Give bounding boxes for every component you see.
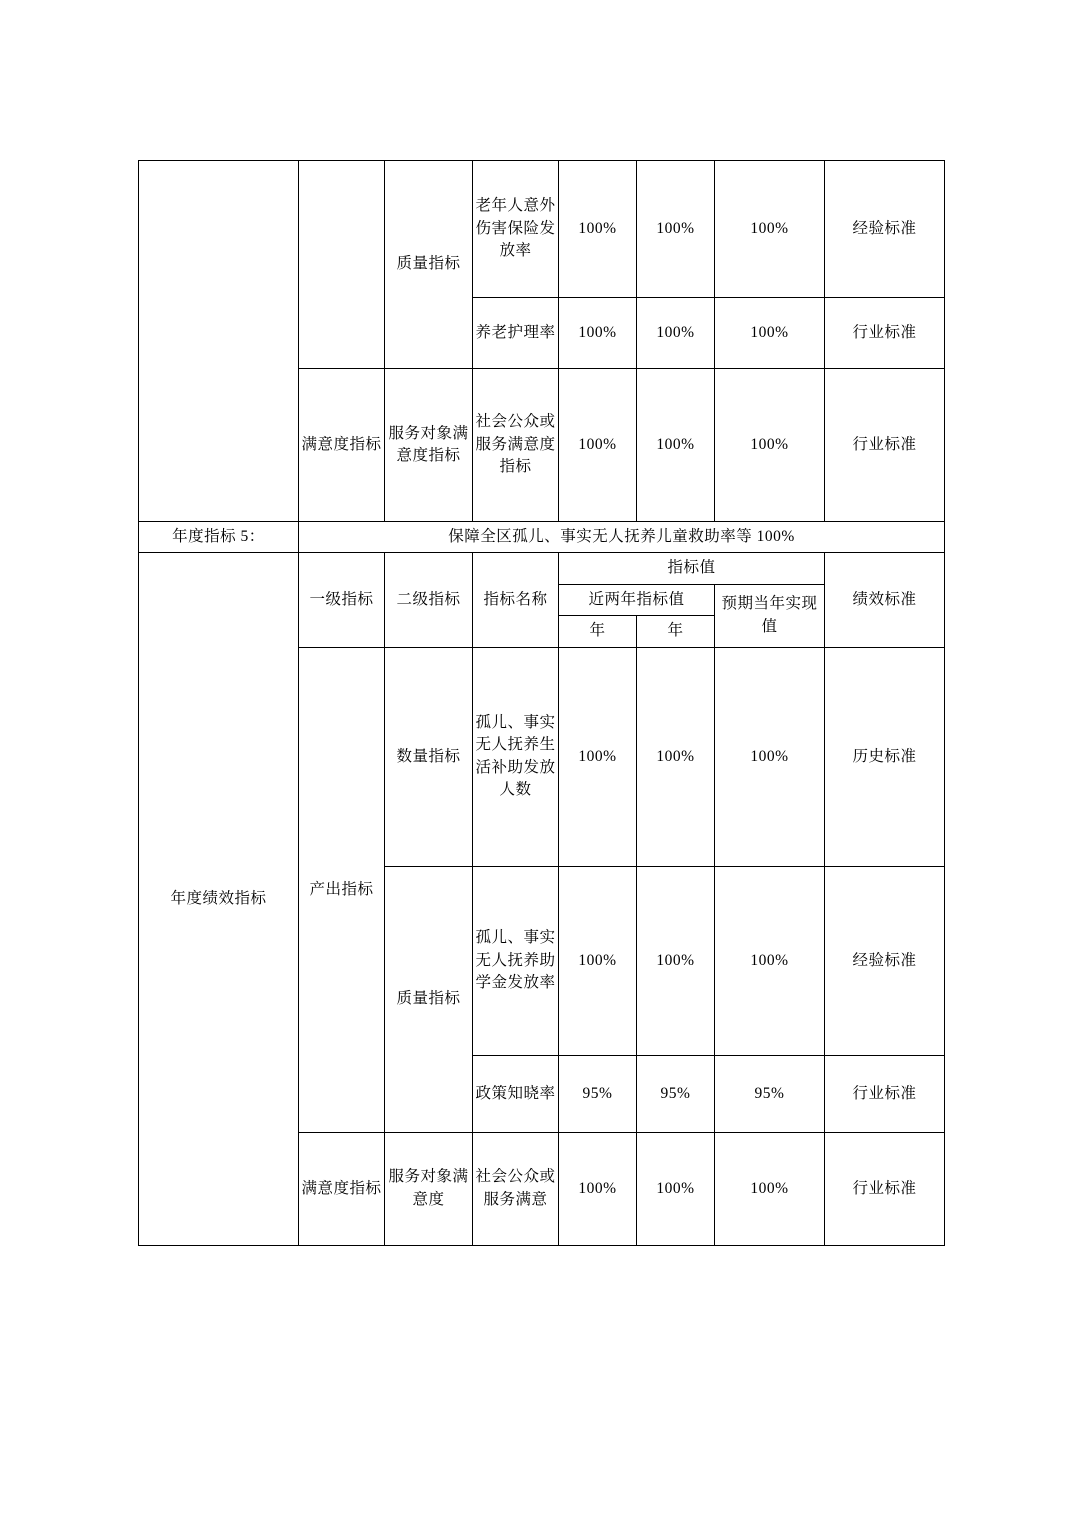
year1-value-cell: 100%	[559, 1132, 637, 1245]
indicator-name-cell: 政策知晓率	[473, 1055, 559, 1132]
year1-value-cell: 95%	[559, 1055, 637, 1132]
header-secondary-indicator: 二级指标	[385, 553, 473, 647]
secondary-indicator-cell: 质量指标	[385, 866, 473, 1132]
secondary-indicator-cell: 服务对象满意度指标	[385, 369, 473, 522]
header-year-col2: 年	[637, 616, 715, 647]
performance-standard-cell: 行业标准	[825, 1132, 945, 1245]
performance-standard-cell: 经验标准	[825, 161, 945, 298]
table-row	[139, 161, 945, 298]
year1-value-cell: 100%	[559, 369, 637, 522]
primary-indicator-cell	[299, 161, 385, 369]
annual-performance-label: 年度绩效指标	[139, 553, 299, 1245]
year1-value-cell: 100%	[559, 866, 637, 1055]
header-primary-indicator: 一级指标	[299, 553, 385, 647]
performance-standard-cell: 经验标准	[825, 866, 945, 1055]
expected-value-cell: 100%	[715, 1132, 825, 1245]
year2-value-cell: 100%	[637, 647, 715, 866]
header-recent-two-years: 近两年指标值	[559, 584, 715, 615]
secondary-indicator-cell: 质量指标	[385, 161, 473, 369]
header-indicator-value: 指标值	[559, 553, 825, 584]
header-expected-current-year: 预期当年实现值	[715, 584, 825, 647]
year1-value-cell: 100%	[559, 298, 637, 369]
indicator-name-cell: 孤儿、事实无人抚养生活补助发放人数	[473, 647, 559, 866]
year2-value-cell: 100%	[637, 369, 715, 522]
year1-value-cell: 100%	[559, 647, 637, 866]
expected-value-cell: 100%	[715, 369, 825, 522]
indicator-name-cell: 孤儿、事实无人抚养助学金发放率	[473, 866, 559, 1055]
indicator-name-cell: 养老护理率	[473, 298, 559, 369]
empty-level0-cell	[139, 161, 299, 522]
primary-indicator-cell: 产出指标	[299, 647, 385, 1132]
expected-value-cell: 95%	[715, 1055, 825, 1132]
performance-standard-cell: 历史标准	[825, 647, 945, 866]
primary-indicator-cell: 满意度指标	[299, 369, 385, 522]
indicator-name-cell: 社会公众或服务满意	[473, 1132, 559, 1245]
annual-indicator-5-label: 年度指标 5：	[139, 522, 299, 553]
year2-value-cell: 95%	[637, 1055, 715, 1132]
annual-indicator-5-row	[139, 522, 945, 553]
expected-value-cell: 100%	[715, 866, 825, 1055]
performance-standard-cell: 行业标准	[825, 298, 945, 369]
year1-value-cell: 100%	[559, 161, 637, 298]
year2-value-cell: 100%	[637, 161, 715, 298]
primary-indicator-cell: 满意度指标	[299, 1132, 385, 1245]
year2-value-cell: 100%	[637, 1132, 715, 1245]
header-indicator-name: 指标名称	[473, 553, 559, 647]
expected-value-cell: 100%	[715, 161, 825, 298]
performance-standard-cell: 行业标准	[825, 369, 945, 522]
year2-value-cell: 100%	[637, 298, 715, 369]
header-year-col1: 年	[559, 616, 637, 647]
expected-value-cell: 100%	[715, 647, 825, 866]
indicator-name-cell: 社会公众或服务满意度指标	[473, 369, 559, 522]
header-performance-standard: 绩效标准	[825, 553, 945, 647]
table-header-row	[139, 553, 945, 584]
secondary-indicator-cell: 数量指标	[385, 647, 473, 866]
expected-value-cell: 100%	[715, 298, 825, 369]
year2-value-cell: 100%	[637, 866, 715, 1055]
annual-indicator-5-content: 保障全区孤儿、事实无人抚养儿童救助率等 100%	[299, 522, 945, 553]
indicator-name-cell: 老年人意外伤害保险发放率	[473, 161, 559, 298]
performance-indicator-table	[138, 160, 945, 1246]
performance-standard-cell: 行业标准	[825, 1055, 945, 1132]
secondary-indicator-cell: 服务对象满意度	[385, 1132, 473, 1245]
